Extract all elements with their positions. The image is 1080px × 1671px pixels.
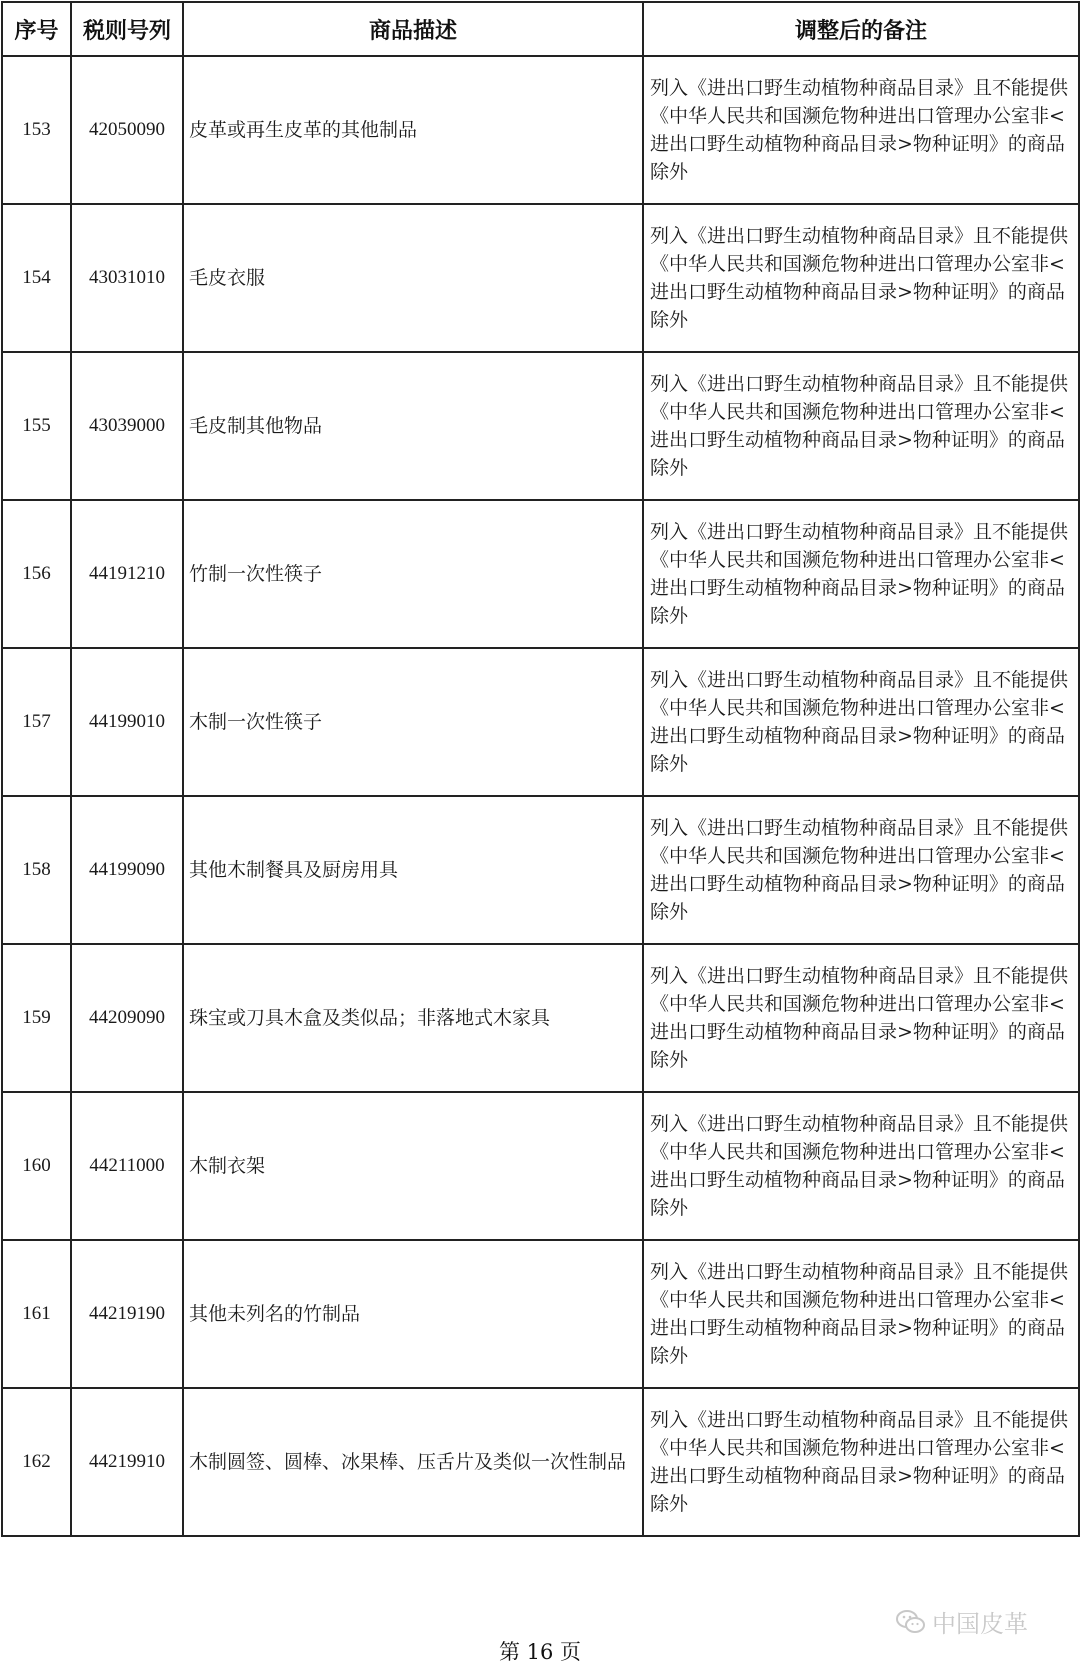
row-note: 列入《进出口野生动植物种商品目录》且不能提供《中华人民共和国濒危物种进出口管理办公室非<进出口野生动植物种商品目录>物种证明》的商品除外 [643, 648, 1079, 796]
row-code: 44219910 [71, 1388, 183, 1536]
row-desc: 其他木制餐具及厨房用具 [183, 796, 643, 944]
row-note: 列入《进出口野生动植物种商品目录》且不能提供《中华人民共和国濒危物种进出口管理办公室非<进出口野生动植物种商品目录>物种证明》的商品除外 [643, 944, 1079, 1092]
table-row [2, 944, 1079, 1092]
table-row [2, 796, 1079, 944]
row-desc: 木制衣架 [183, 1092, 643, 1240]
header-seq: 序号 [2, 2, 71, 56]
row-note: 列入《进出口野生动植物种商品目录》且不能提供《中华人民共和国濒危物种进出口管理办公室非<进出口野生动植物种商品目录>物种证明》的商品除外 [643, 1388, 1079, 1536]
table-row [2, 204, 1079, 352]
row-seq: 158 [2, 796, 71, 944]
row-desc: 其他未列名的竹制品 [183, 1240, 643, 1388]
row-desc: 皮革或再生皮革的其他制品 [183, 56, 643, 204]
row-code: 43031010 [71, 204, 183, 352]
table-row [2, 56, 1079, 204]
table-row [2, 500, 1079, 648]
row-note: 列入《进出口野生动植物种商品目录》且不能提供《中华人民共和国濒危物种进出口管理办公室非<进出口野生动植物种商品目录>物种证明》的商品除外 [643, 796, 1079, 944]
row-seq: 153 [2, 56, 71, 204]
row-seq: 160 [2, 1092, 71, 1240]
row-seq: 154 [2, 204, 71, 352]
header-desc: 商品描述 [183, 2, 643, 56]
page-number: 第 16 页 [498, 1640, 582, 1664]
row-note: 列入《进出口野生动植物种商品目录》且不能提供《中华人民共和国濒危物种进出口管理办公室非<进出口野生动植物种商品目录>物种证明》的商品除外 [643, 1240, 1079, 1388]
row-code: 44209090 [71, 944, 183, 1092]
header-note: 调整后的备注 [643, 2, 1079, 56]
row-desc: 毛皮制其他物品 [183, 352, 643, 500]
row-seq: 155 [2, 352, 71, 500]
watermark-text: 中国皮革 [932, 1610, 1028, 1638]
table-row [2, 648, 1079, 796]
row-seq: 161 [2, 1240, 71, 1388]
row-note: 列入《进出口野生动植物种商品目录》且不能提供《中华人民共和国濒危物种进出口管理办公室非<进出口野生动植物种商品目录>物种证明》的商品除外 [643, 56, 1079, 204]
row-desc: 木制圆签、圆棒、冰果棒、压舌片及类似一次性制品 [183, 1388, 643, 1536]
row-code: 44199010 [71, 648, 183, 796]
row-code: 44199090 [71, 796, 183, 944]
row-desc: 木制一次性筷子 [183, 648, 643, 796]
row-seq: 157 [2, 648, 71, 796]
watermark [896, 1604, 1028, 1639]
row-desc: 毛皮衣服 [183, 204, 643, 352]
row-code: 42050090 [71, 56, 183, 204]
commodity-table [1, 1, 1080, 1537]
row-seq: 159 [2, 944, 71, 1092]
row-code: 44191210 [71, 500, 183, 648]
row-seq: 156 [2, 500, 71, 648]
wechat-icon [896, 1609, 926, 1635]
row-note: 列入《进出口野生动植物种商品目录》且不能提供《中华人民共和国濒危物种进出口管理办公室非<进出口野生动植物种商品目录>物种证明》的商品除外 [643, 500, 1079, 648]
row-desc: 珠宝或刀具木盒及类似品；非落地式木家具 [183, 944, 643, 1092]
row-note: 列入《进出口野生动植物种商品目录》且不能提供《中华人民共和国濒危物种进出口管理办公室非<进出口野生动植物种商品目录>物种证明》的商品除外 [643, 1092, 1079, 1240]
row-code: 44219190 [71, 1240, 183, 1388]
table-row [2, 1388, 1079, 1536]
table-row [2, 352, 1079, 500]
table-header-row [2, 2, 1079, 56]
row-seq: 162 [2, 1388, 71, 1536]
row-code: 44211000 [71, 1092, 183, 1240]
header-code: 税则号列 [71, 2, 183, 56]
table-row [2, 1092, 1079, 1240]
table-row [2, 1240, 1079, 1388]
row-desc: 竹制一次性筷子 [183, 500, 643, 648]
row-code: 43039000 [71, 352, 183, 500]
row-note: 列入《进出口野生动植物种商品目录》且不能提供《中华人民共和国濒危物种进出口管理办公室非<进出口野生动植物种商品目录>物种证明》的商品除外 [643, 204, 1079, 352]
row-note: 列入《进出口野生动植物种商品目录》且不能提供《中华人民共和国濒危物种进出口管理办公室非<进出口野生动植物种商品目录>物种证明》的商品除外 [643, 352, 1079, 500]
